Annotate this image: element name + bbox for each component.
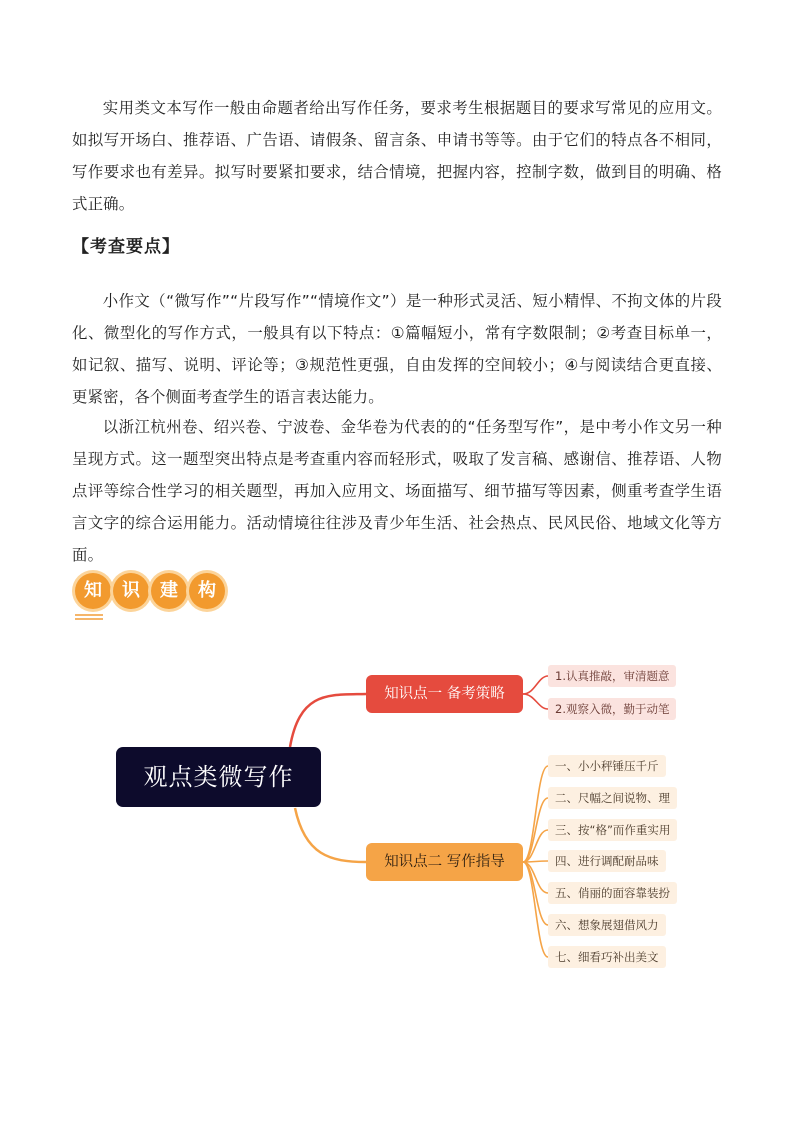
connector-leaf	[523, 676, 548, 694]
leaf-item: 三、按“格”而作重实用	[548, 819, 677, 841]
mind-map	[0, 640, 794, 980]
points-paragraph: 小作文（“微写作”“片段写作”“情境作文”）是一种形式灵活、短小精悍、不拘文体的片段化、微型化的写作方式，一般具有以下特点：①篇幅短小，常有字数限制；②考查目标单一，如记叙、描写、说明、评论等；③规范性更强，自由发挥的空间较小；④与阅读结合更直接、更紧密，各个侧面考查学生的语言表达能力。	[72, 292, 722, 406]
leaf-item: 六、想象展翅借风力	[548, 914, 666, 936]
connector-leaf	[523, 798, 548, 862]
task-writing-paragraph: 以浙江杭州卷、绍兴卷、宁波卷、金华卷为代表的的“任务型写作”，是中考小作文另一种呈现方式。这一题型突出特点是考查重内容而轻形式，吸取了发言稿、感谢信、推荐语、人物点评等综合性学习的相关题型，再加入应用文、场面描写、细节描写等因素，侧重考查学生语言文字的综合运用能力。活动情境往往涉及青少年生活、社会热点、民风民俗、地域文化等方面。	[72, 418, 722, 564]
branch-strategy: 知识点一 备考策略	[366, 675, 523, 713]
banner-char: 构	[189, 573, 225, 609]
banner-underline	[75, 614, 103, 616]
connector-branch1	[290, 694, 366, 747]
section-heading: 【考查要点】	[72, 237, 180, 257]
banner-char: 知	[75, 573, 111, 609]
leaf-item: 一、小小秤锤压千斤	[548, 755, 666, 777]
banner-char: 建	[151, 573, 187, 609]
connector-leaf	[523, 694, 548, 709]
leaf-item: 2.观察入微，勤于动笔	[548, 698, 676, 720]
leaf-item: 1.认真推敲，审清题意	[548, 665, 676, 687]
intro-paragraph: 实用类文本写作一般由命题者给出写作任务，要求考生根据题目的要求写常见的应用文。如拟写开场白、推荐语、广告语、请假条、留言条、申请书等等。由于它们的特点各不相同，写作要求也有差异。拟写时要紧扣要求，结合情境，把握内容，控制字数，做到目的明确、格式正确。	[72, 99, 722, 213]
banner-underline	[75, 618, 103, 620]
connector-branch2	[295, 808, 366, 862]
connector-leaf	[523, 862, 548, 925]
leaf-item: 七、细看巧补出美文	[548, 946, 666, 968]
central-topic: 观点类微写作	[116, 747, 321, 807]
banner-char: 识	[113, 573, 149, 609]
leaf-item: 二、尺幅之间说物、理	[548, 787, 677, 809]
leaf-item: 五、俏丽的面容靠装扮	[548, 882, 677, 904]
branch-guidance: 知识点二 写作指导	[366, 843, 523, 881]
section-banner	[73, 571, 223, 615]
leaf-item: 四、进行调配耐品味	[548, 850, 666, 872]
